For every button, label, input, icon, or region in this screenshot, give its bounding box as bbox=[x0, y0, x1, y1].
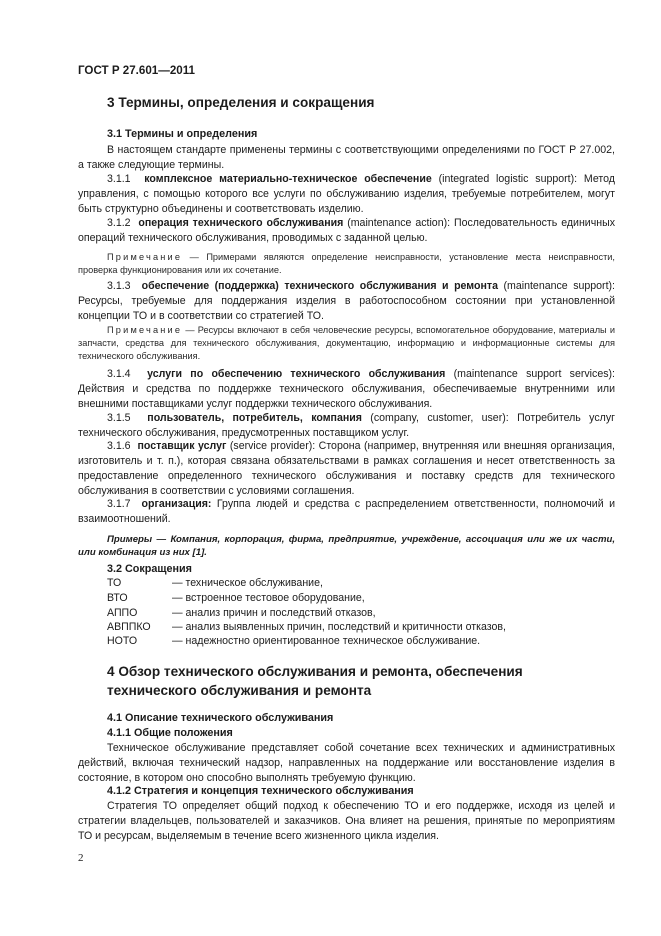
abbreviation-row: ВТО — встроенное тестовое оборудование, bbox=[107, 592, 365, 604]
abbreviation-row: НОТО — надежностно ориентированное техническое обслуживание. bbox=[107, 635, 481, 647]
abbreviation-row: ТО — техническое обслуживание, bbox=[107, 577, 323, 589]
section-3-heading: 3 Термины, определения и сокращения bbox=[107, 95, 375, 110]
page-number: 2 bbox=[78, 852, 84, 864]
subsection-4-1-2-heading: 4.1.2 Стратегия и концепция технического обслуживания bbox=[107, 785, 414, 797]
paragraph-4-1-2: Стратегия ТО определяет общий подход к обеспечению ТО и его поддержке, исходя из целей и стратегии владельцев, пользователей и заказчиков. Она влияет на решения, принятые по мероприятиям ТО и ресурсам, выделяемым в течение всего жизненного цикла изделия. bbox=[78, 800, 615, 842]
term-name: обеспечение (поддержка) технического обслуживания и ремонта bbox=[141, 280, 498, 292]
abbreviation-row: АВППКО — анализ выявленных причин, последствий и критичности отказов, bbox=[107, 621, 506, 633]
subsection-4-1-1-heading: 4.1.1 Общие положения bbox=[107, 727, 233, 739]
note-1: Примечание — Примерами являются определение неисправности, установление места неисправности, проверка функционирования или их сочетание. bbox=[78, 252, 615, 275]
term-name: услуги по обеспечению технического обслуживания bbox=[147, 368, 446, 380]
term-3-1-6: 3.1.6 поставщик услуг (service provider): Сторона (например, внутренняя или внешняя организация, изготовитель и т. п.), которая связана обязательствами в рамках соглашения и несет ответственность за предоставление определенного технического обслуживания и поставку средств для технического обслуживания в соответствии с условиями соглашения. bbox=[78, 440, 615, 497]
term-name: организация: bbox=[141, 498, 212, 510]
term-3-1-1: 3.1.1 комплексное материально-техническое обеспечение (integrated logistic support): Метод управления, с помощью которого все услуги по обслуживанию изделия, требуемые потребителем, могут быть структурно объединены и соответствовать изделию. bbox=[78, 173, 615, 215]
subsection-3-2-heading: 3.2 Сокращения bbox=[107, 563, 192, 575]
term-3-1-7: 3.1.7 организация: Группа людей и средства с распределением ответственности, полномочий и взаимоотношений. bbox=[78, 498, 616, 525]
term-name: пользователь, потребитель, компания bbox=[147, 412, 362, 424]
term-3-1-4: 3.1.4 услуги по обеспечению технического обслуживания (maintenance support services): Действия и средства по поддержке технического обслуживания, обеспечиваемые внутренними или внешними поставщиками услуг поддержки технического обслуживания. bbox=[78, 368, 615, 410]
subsection-4-1-heading: 4.1 Описание технического обслуживания bbox=[107, 712, 334, 724]
term-name: комплексное материально-техническое обеспечение bbox=[144, 173, 432, 185]
note-2: Примечание — Ресурсы включают в себя человеческие ресурсы, вспомогательное оборудование, материалы и запчасти, средства для технического обслуживания, документацию, информацию и информационные системы для технического обслуживания. bbox=[78, 325, 615, 361]
term-3-1-3: 3.1.3 обеспечение (поддержка) технического обслуживания и ремонта (maintenance support): Ресурсы, требуемые для поддержания изделия в работоспособном состоянии при установленной концепции ТО и в соответствии со стратегией ТО. bbox=[78, 280, 616, 322]
examples-note: Примеры — Компания, корпорация, фирма, предприятие, учреждение, ассоциация или же их части, или комбинация из них [1]. bbox=[78, 534, 615, 558]
paragraph-4-1-1: Техническое обслуживание представляет собой сочетание всех технических и административных действий, включая технический надзор, направленных на поддержание или восстановление изделия в состояние, в котором оно способно выполнять требуемую функцию. bbox=[78, 742, 615, 784]
intro-paragraph: В настоящем стандарте применены термины с соответствующими определениями по ГОСТ Р 27.002, а также следующие термины. bbox=[78, 144, 615, 171]
term-3-1-5: 3.1.5 пользователь, потребитель, компания (company, customer, user): Потребитель услуг технического обслуживания, предусмотренных поставщиком услуг. bbox=[78, 412, 615, 439]
term-name: поставщик услуг bbox=[137, 440, 227, 452]
section-4-heading: 4 Обзор технического обслуживания и ремонта, обеспечения технического обслуживания и ремонта bbox=[107, 664, 523, 698]
subsection-3-1-heading: 3.1 Термины и определения bbox=[107, 128, 258, 140]
term-name: операция технического обслуживания bbox=[138, 217, 344, 229]
abbreviation-row: АППО — анализ причин и последствий отказов, bbox=[107, 607, 376, 619]
standard-code: ГОСТ Р 27.601—2011 bbox=[78, 64, 195, 77]
term-3-1-2: 3.1.2 операция технического обслуживания (maintenance action): Последовательность единичных операций технического обслуживания, проводимых с заданной целью. bbox=[78, 217, 615, 244]
